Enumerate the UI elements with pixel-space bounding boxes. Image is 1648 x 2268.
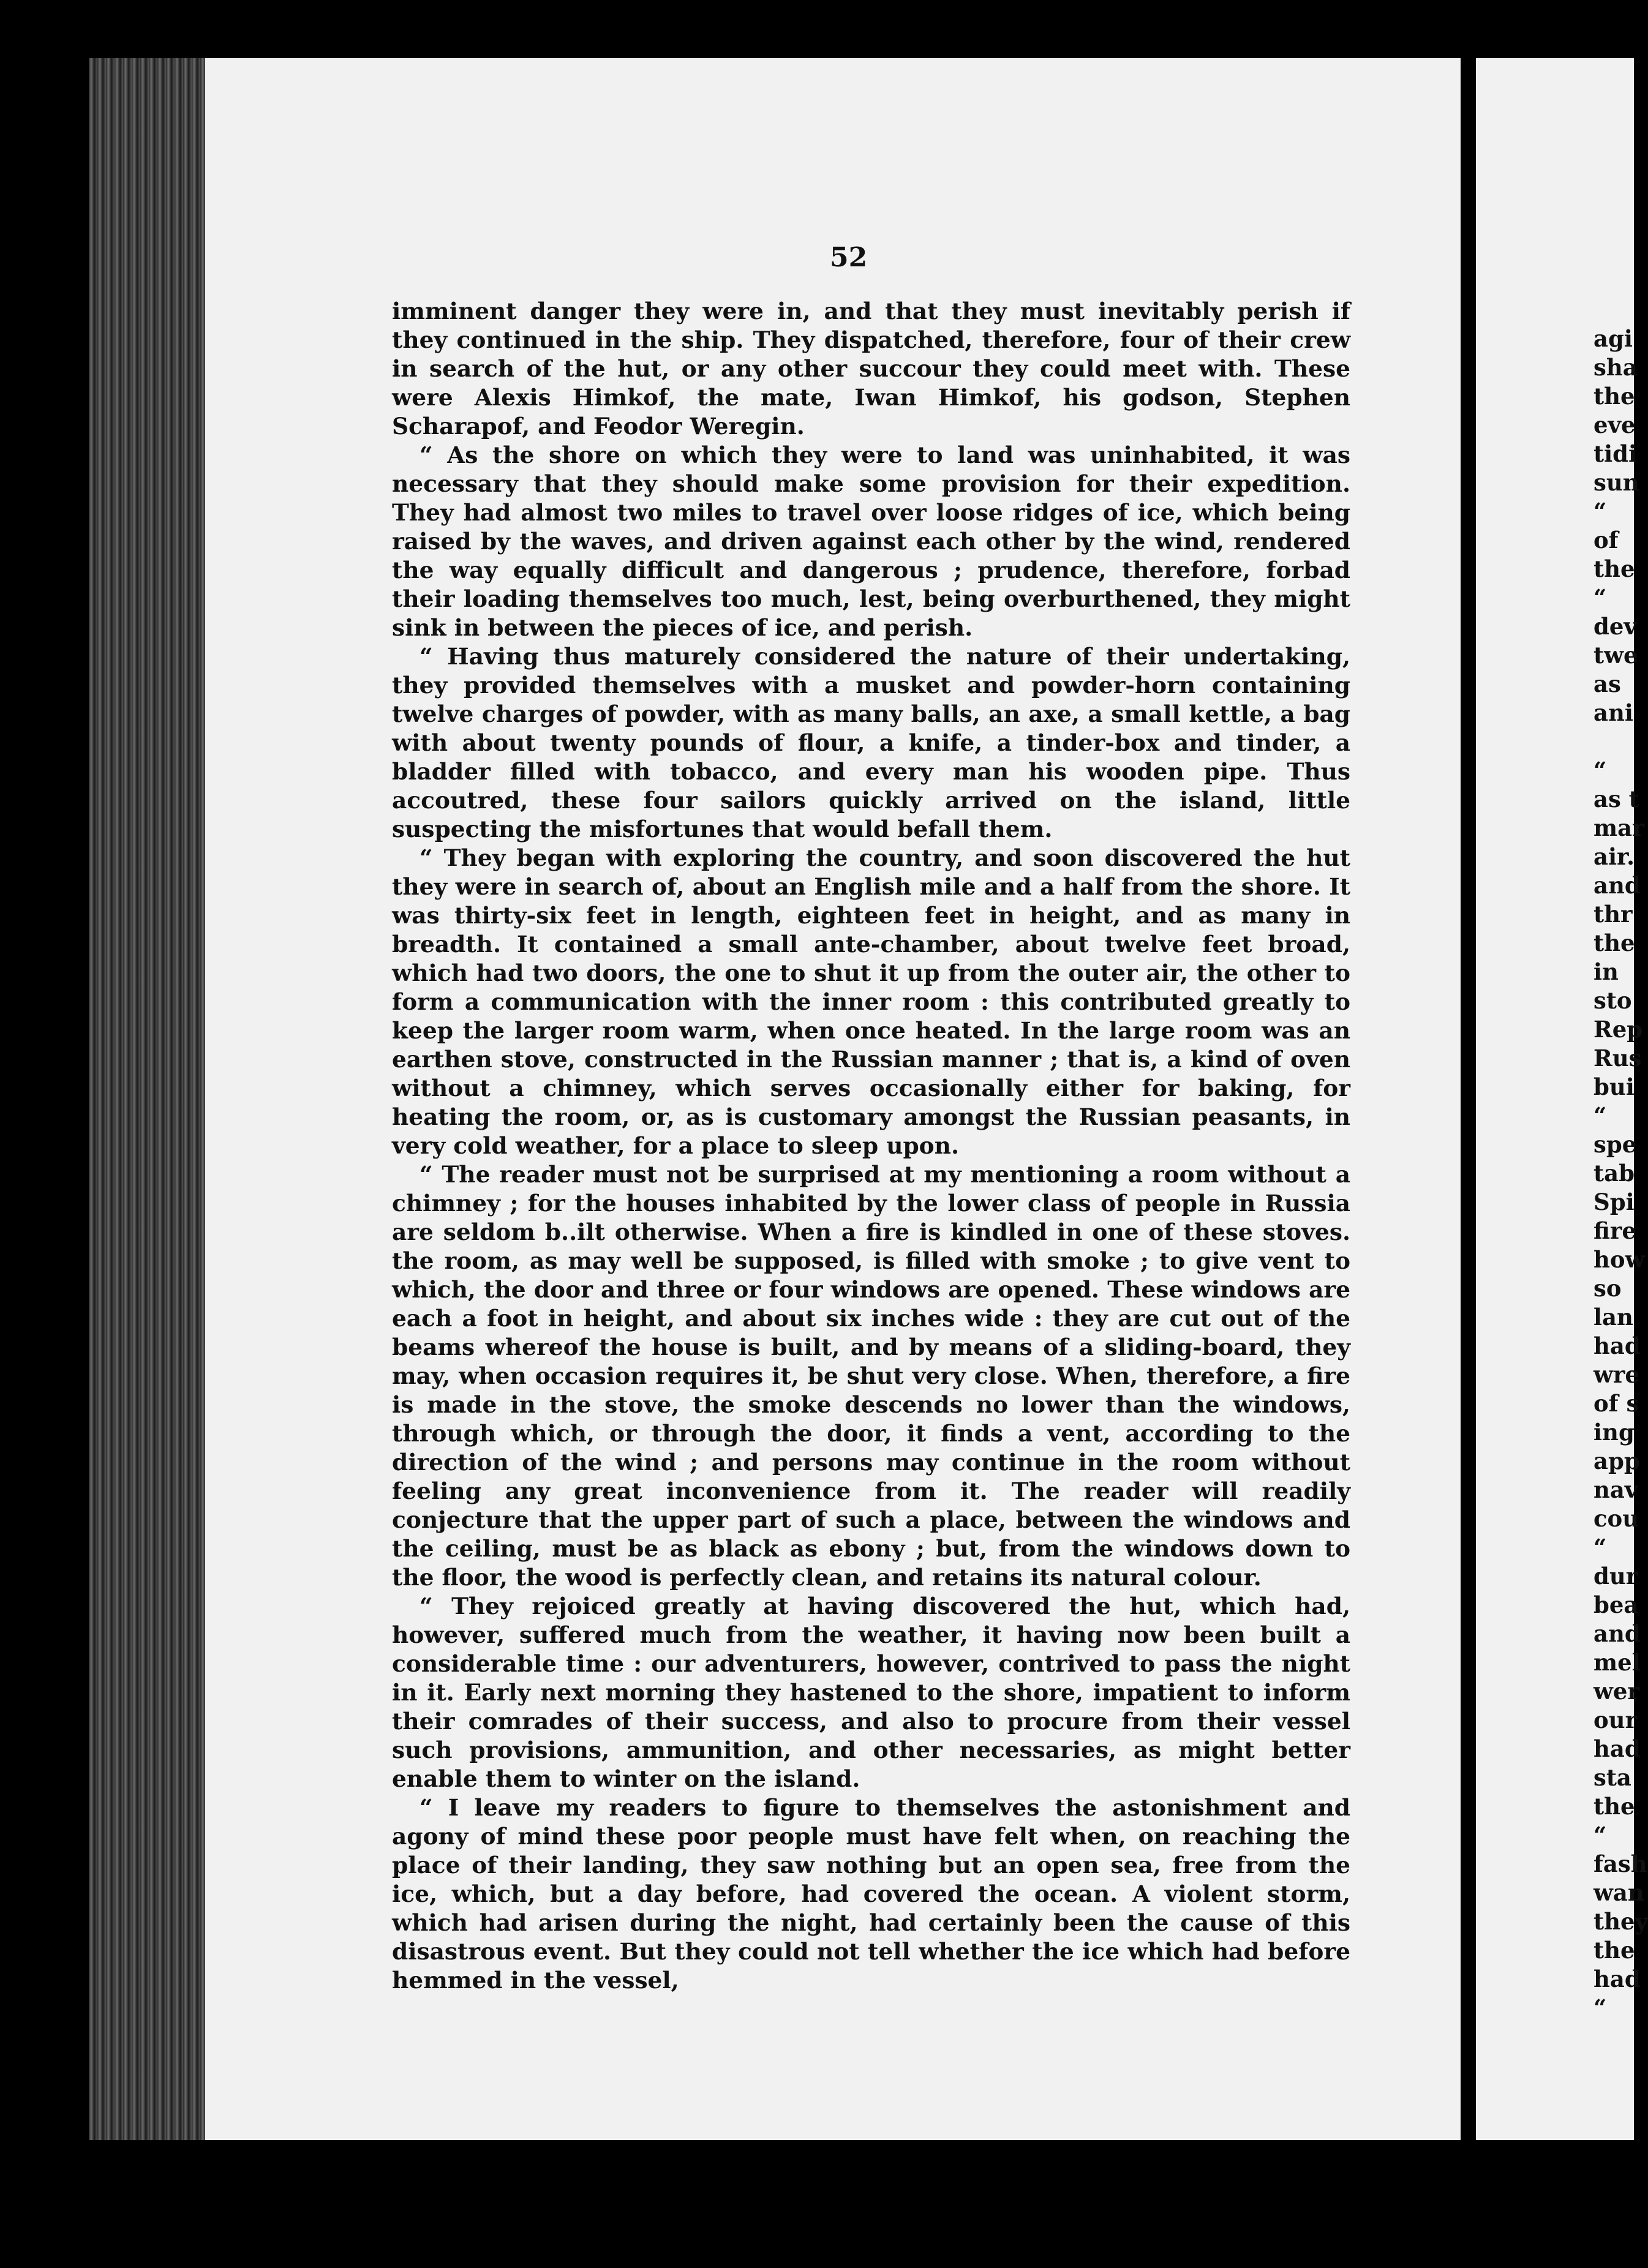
facing-page-line: the — [1593, 1937, 1635, 1964]
facing-page-line: the — [1593, 383, 1635, 410]
paragraph: “ As the shore on which they were to land was uninhabited, it was necessary that they should make some provision for their expedition. They had almost two miles to travel over loose ridges of ice, which being raised by the waves, and driven against each other by the wind, rendered the way equally difficult and dangerous ; prudence, therefore, forbad their loading themselves too much, lest, being overburthened, they might sink in between the pieces of ice, and perish. — [392, 441, 1350, 641]
facing-page-line: the — [1593, 929, 1635, 956]
facing-page-line: so — [1593, 1275, 1622, 1302]
paragraph: “ I leave my readers to figure to themselves the astonishment and agony of mind these poor people must have felt when, on reaching the place of their landing, they saw nothing but an open sea, free from the ice, which, but a day before, had covered the ocean. A violent storm, which had arisen during the night, had certainly been the cause of this disastrous event. But they could not tell whether the ice which had before hemmed in the vessel, — [392, 1794, 1350, 1994]
facing-page-line: tidi — [1593, 440, 1638, 467]
facing-page-line: “ — [1593, 498, 1607, 525]
facing-page-line: “ — [1593, 757, 1607, 784]
facing-page-line: sta — [1593, 1764, 1631, 1791]
facing-page-line: sha — [1593, 354, 1638, 381]
facing-page-line: sto — [1593, 987, 1632, 1014]
paragraph: imminent danger they were in, and that they must inevitably perish if they continued in the ship. They dispatched, therefore, four of their crew in search of the hut, or any other succour they could meet with. These were Alexis Himkof, the mate, Iwan Himkof, his godson, Stephen Scharapof, and Feodor Weregin. — [392, 298, 1350, 440]
facing-page-line: Rep — [1593, 1016, 1643, 1043]
facing-page-line: as t — [1593, 786, 1639, 813]
facing-page-text — [1593, 325, 1648, 2022]
facing-page-line: cou — [1593, 1505, 1639, 1532]
facing-page-line: fash — [1593, 1850, 1647, 1877]
facing-page-line: air. — [1593, 843, 1635, 870]
facing-page-line: dur — [1593, 1563, 1638, 1590]
facing-page-line: had — [1593, 1735, 1641, 1762]
facing-page-line: the — [1593, 1793, 1635, 1820]
facing-page-line: of s — [1593, 1390, 1639, 1417]
facing-page-line: fire — [1593, 1217, 1636, 1244]
facing-page-line: agi — [1593, 325, 1633, 352]
facing-page-line: the — [1593, 555, 1635, 582]
facing-page-line: they — [1593, 1908, 1648, 1935]
facing-page-line: bui — [1593, 1073, 1635, 1100]
facing-page-line: “ — [1593, 1534, 1607, 1561]
facing-page-line: nav — [1593, 1476, 1638, 1503]
facing-page-line: sun — [1593, 469, 1639, 496]
body-text — [392, 297, 1350, 1995]
facing-page-line: “ — [1593, 1822, 1607, 1849]
facing-page-line: how — [1593, 1246, 1645, 1273]
facing-page-line: of — [1593, 527, 1619, 554]
facing-page-line: twe — [1593, 642, 1638, 669]
book-page-edges — [89, 58, 208, 2140]
facing-page-line: ani — [1593, 699, 1633, 726]
facing-page-line: tab — [1593, 1160, 1635, 1187]
facing-page-line: ing — [1593, 1419, 1635, 1446]
facing-page-line: had — [1593, 1966, 1641, 1992]
facing-page-line: mar — [1593, 814, 1644, 841]
facing-page-line: and — [1593, 1620, 1641, 1647]
page-number: 52 — [830, 242, 868, 273]
facing-page-line: lan — [1593, 1304, 1633, 1331]
facing-page-line: thr — [1593, 901, 1633, 928]
facing-page-line: dev — [1593, 613, 1637, 640]
paragraph: “ The reader must not be surprised at my mentioning a room without a chimney ; for the houses inhabited by the lower class of people in Russia are seldom b..ilt otherwise. When a fire is kindled in one of these stoves. the room, as may well be supposed, is filled with smoke ; to give vent to which, the door and three or four windows are opened. These windows are each a foot in height, and about six inches wide : they are cut out of the beams whereof the house is built, and by means of a sliding-board, they may, when occasion requires it, be shut very close. When, therefore, a fire is made in the stove, the smoke descends no lower than the windows, through which, or through the door, it finds a vent, according to the direction of the wind ; and persons may continue in the room without feeling any great inconvenience from it. The reader will readily conjecture that the upper part of such a place, between the windows and the ceiling, must be as black as ebony ; but, from the windows down to the floor, the wood is perfectly clean, and retains its natural colour. — [392, 1161, 1350, 1591]
facing-page-line: wre — [1593, 1361, 1639, 1388]
facing-page-line: Rus — [1593, 1045, 1642, 1072]
facing-page-line: had — [1593, 1332, 1641, 1359]
facing-page-line: our — [1593, 1707, 1638, 1733]
facing-page-line: “ — [1593, 1994, 1607, 2021]
facing-page-line: app — [1593, 1448, 1640, 1474]
facing-page-line: “ — [1593, 584, 1607, 611]
facing-page-line: spe — [1593, 1131, 1637, 1158]
facing-page-line: “ — [1593, 1102, 1607, 1129]
facing-page-line: wan — [1593, 1879, 1644, 1906]
facing-page-line: and — [1593, 872, 1641, 899]
paragraph: “ Having thus maturely considered the nature of their undertaking, they provided themselves with a musket and powder-horn containing twelve charges of powder, with as many balls, an axe, a small kettle, a bag with about twenty pounds of flour, a knife, a tinder-box and tinder, a bladder filled with tobacco, and every man his wooden pipe. Thus accoutred, these four sailors quickly arrived on the island, little suspecting the misfortunes that would befall them. — [392, 643, 1350, 843]
paragraph: “ They began with exploring the country, and soon discovered the hut they were in search of, about an English mile and a half from the shore. It was thirty-six feet in length, eighteen feet in height, and as many in breadth. It contained a small ante-chamber, about twelve feet broad, which had two doors, the one to shut it up from the outer air, the other to form a communication with the inner room : this contributed greatly to keep the larger room warm, when once heated. In the large room was an earthen stove, constructed in the Russian manner ; that is, a kind of oven without a chimney, which serves occasionally either for baking, for heating the room, or, as is customary amongst the Russian peasants, in very cold weather, for a place to sleep upon. — [392, 844, 1350, 1159]
facing-page-line: in — [1593, 958, 1619, 985]
facing-page-line: wer — [1593, 1678, 1639, 1705]
facing-page-line: bea — [1593, 1591, 1639, 1618]
facing-page-line — [1593, 727, 1642, 756]
facing-page-line: eve — [1593, 411, 1636, 438]
paragraph: “ They rejoiced greatly at having discovered the hut, which had, however, suffered much from the weather, it having now been built a considerable time : our adventurers, however, contrived to pass the night in it. Early next morning they hastened to the shore, impatient to inform their comrades of their success, and also to procure from their vessel such provisions, ammunition, and other necessaries, as might better enable them to winter on the island. — [392, 1593, 1350, 1792]
facing-page-line: mel — [1593, 1649, 1641, 1676]
facing-page-line: as — [1593, 670, 1621, 697]
facing-page-line: Spi — [1593, 1188, 1635, 1215]
